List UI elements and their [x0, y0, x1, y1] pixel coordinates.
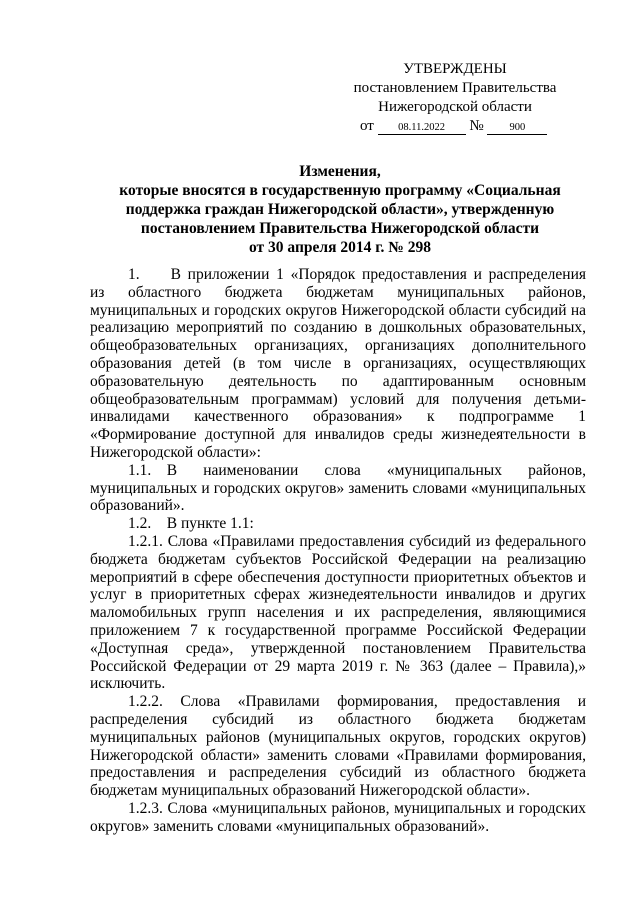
approval-line-decree: постановлением Правительства [353, 80, 557, 96]
approval-block [345, 60, 565, 136]
approval-line-region: Нижегородской области [378, 99, 532, 115]
paragraph-1-2-2: 1.2.2. Слова «Правилами формирования, предоставления и распределения субсидий из областного бюджета бюджетам муниципальных районов (муниципальных округов, городских округов) Нижегородской области» заменить словами «Правилами формирования, предоставления и распределения субсидий из областного бюджета бюджетам муниципальных образований Нижегородской области». [90, 693, 586, 800]
paragraph-1-2-3: 1.2.3. Слова «муниципальных районов, муниципальных и городских округов» заменить словами «муниципальных образований». [90, 799, 586, 835]
paragraph-1-2-1: 1.2.1. Слова «Правилами предоставления субсидий из федерального бюджета бюджетам субъектов Российской Федерации на реализацию мероприятий в сфере обеспечения доступности приоритетных объектов и услуг в приоритетных сферах жизнедеятельности инвалидов и других маломобильных групп населения и их распределения, являющимися приложением 7 к государственной программе Российской Федерации «Доступная среда», утвержденной постановлением Правительства Российской Федерации от 29 марта 2019 г. № 363 (далее – Правила),» исключить. [90, 532, 586, 693]
approval-heading: УТВЕРЖДЕНЫ [403, 61, 507, 77]
title-line-4: постановлением Правительства Нижегородской области [140, 220, 540, 237]
number-label: № [469, 118, 484, 134]
decree-date: 08.11.2022 [378, 120, 466, 135]
title-line-2: которые вносятся в государственную программу «Социальная [119, 182, 561, 199]
decree-number: 900 [487, 120, 547, 135]
paragraph-1-1: 1.1. В наименовании слова «муниципальных районов, муниципальных и городских округов» заменить словами «муниципальных образований». [90, 461, 586, 515]
document-title [90, 162, 590, 257]
approval-date-row [360, 117, 565, 136]
document-body [90, 266, 586, 836]
from-label: от [360, 118, 374, 134]
paragraph-1-2: 1.2. В пункте 1.1: [128, 515, 254, 533]
title-line-3: поддержка граждан Нижегородской области», утвержденную [125, 201, 555, 218]
title-line-1: Изменения, [299, 163, 381, 180]
title-line-5: от 30 апреля 2014 г. № 298 [249, 239, 431, 256]
paragraph-1: 1. В приложении 1 «Порядок предоставления и распределения из областного бюджета бюджетам муниципальных районов, муниципальных и городских округов Нижегородской области субсидий на реализацию мероприятий по созданию в дошкольных образовательных, общеобразовательных организациях, организациях дополнительного образования детей (в том числе в организациях, осуществляющих образовательную деятельность по адаптированным основным общеобразовательным программам) условий для получения детьми-инвалидами качественного образования» к подпрограмме 1 «Формирование доступной для инвалидов среды жизнедеятельности в Нижегородской области»: [90, 266, 586, 461]
